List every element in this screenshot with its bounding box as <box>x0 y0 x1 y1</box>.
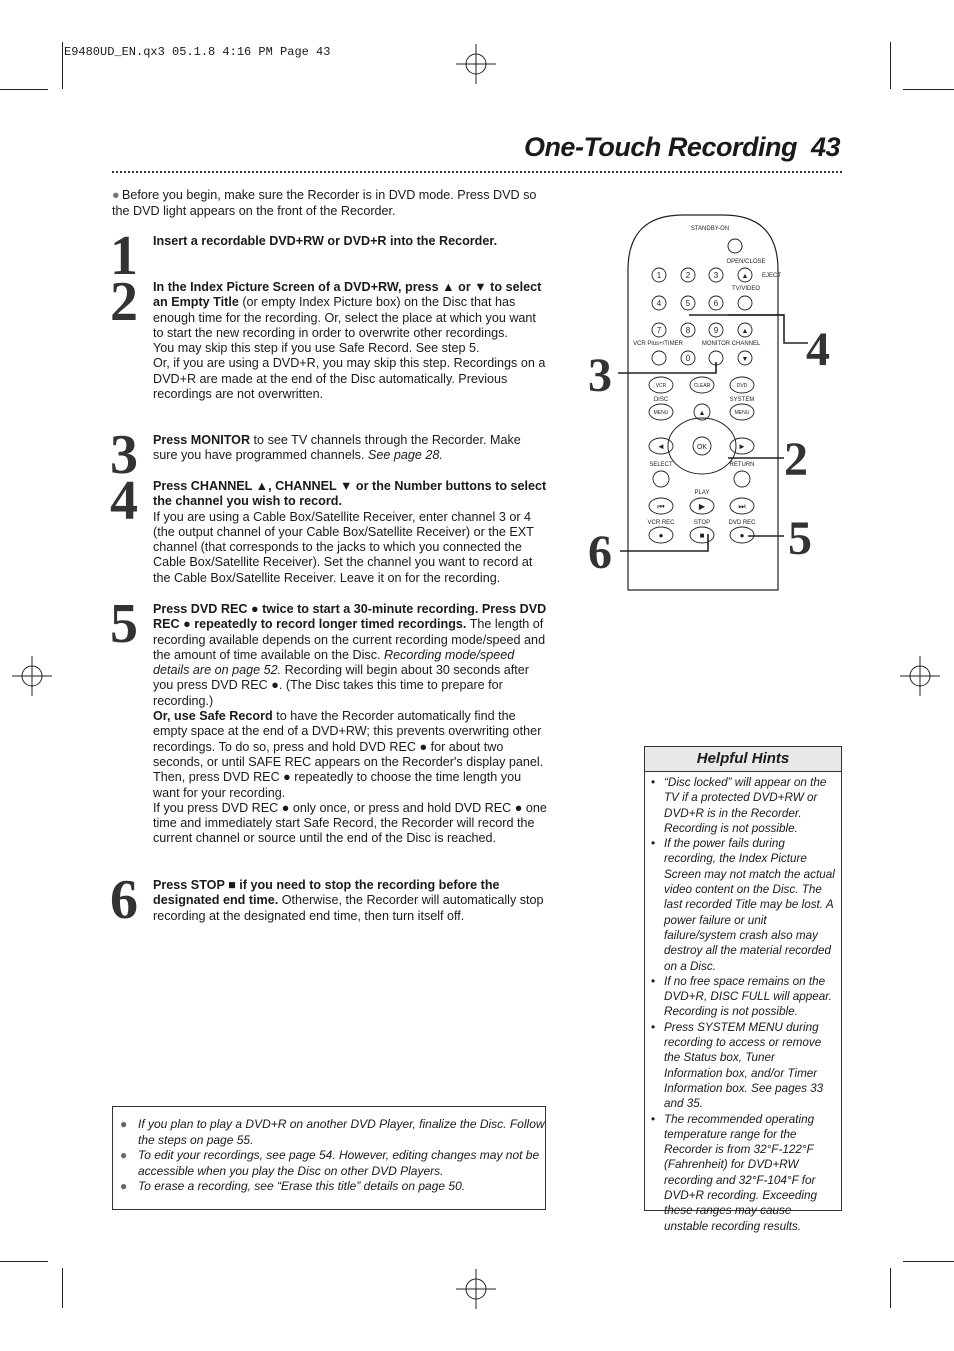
page-number: 43 <box>810 132 840 162</box>
digit-label: 0 <box>685 354 691 363</box>
crop-mark <box>62 1268 63 1308</box>
previous-icon: ⏮ <box>657 502 665 511</box>
digit-label: 5 <box>685 299 691 308</box>
callout-number: 6 <box>588 526 612 579</box>
bullet-icon: • <box>651 776 656 789</box>
helpful-hints-title: Helpful Hints <box>645 747 841 772</box>
select-label: SELECT <box>649 462 673 468</box>
remote-control-illustration <box>588 190 838 600</box>
vcr-rec-label: VCR REC <box>647 520 675 526</box>
select-button[interactable] <box>653 471 669 487</box>
dvd-rec-label: DVD REC <box>728 520 756 526</box>
digit-label: 6 <box>713 299 719 308</box>
dvd-label: DVD <box>736 383 748 389</box>
digit-label: 4 <box>656 299 662 308</box>
vcr-plus-timer-button[interactable] <box>652 351 666 365</box>
page-title-text: One-Touch Recording <box>523 132 797 162</box>
note-text: To edit your recordings, see page 54. However, editing changes may not be accessible when you play the Disc on other DVD Players. <box>138 1148 540 1178</box>
registration-mark <box>900 656 940 696</box>
note-item <box>113 1179 545 1195</box>
stop-icon: ■ <box>699 531 705 540</box>
crop-mark <box>0 89 48 90</box>
monitor-label: MONITOR <box>701 341 731 347</box>
step-text: Press CHANNEL ▲, CHANNEL ▼ or the Number buttons to select the channel you wish to record. If you are using a Cable Box/Satellite Receiver, enter channel 3 or 4 (the output channel of your Cable Box/Satellite Receiver) or the EXT channel (that corresponds to the jacks to which you connected the Cable Box/Satellite Receiver). Set the channel you want to record at the Cable Box/Satellite Receiver. Leave it on for the recording. <box>153 479 547 585</box>
step-number: 3 <box>110 424 138 486</box>
digit-label: 3 <box>713 271 719 280</box>
hint-item <box>653 775 835 836</box>
hint-item <box>653 1112 835 1234</box>
note-item <box>113 1148 545 1179</box>
note-text: To erase a recording, see “Erase this title” details on page 50. <box>138 1179 466 1193</box>
crop-mark <box>62 42 63 89</box>
step-text: Press STOP ■ if you need to stop the recording before the designated end time. Otherwise, the Recorder will automatically stop recording at the designated end time, then turn itself off. <box>153 878 544 923</box>
ok-label: OK <box>696 444 708 451</box>
return-label: RETURN <box>729 462 755 468</box>
return-button[interactable] <box>734 471 750 487</box>
crop-mark <box>890 1268 891 1308</box>
left-arrow-icon: ◄ <box>657 442 665 451</box>
vcr-rec-icon: ● <box>658 531 664 540</box>
callout-number: 3 <box>588 349 612 402</box>
registration-mark <box>456 44 496 84</box>
power-icon[interactable] <box>728 239 742 253</box>
callout-number: 2 <box>784 433 808 486</box>
crop-mark <box>890 42 891 89</box>
step-number: 5 <box>110 593 138 655</box>
up-arrow-icon: ▲ <box>698 410 706 417</box>
page-title <box>524 132 840 163</box>
hint-text: “Disc locked” will appear on the TV if a protected DVD+RW or DVD+R is in the Recorder. Recording is not possible. <box>664 776 827 835</box>
helpful-hints-list <box>645 772 841 1234</box>
registration-mark <box>12 656 52 696</box>
bullet-icon: ● <box>112 188 120 202</box>
step-text: Press DVD REC ● twice to start a 30-minute recording. Press DVD REC ● repeatedly to record longer timed recordings. The length of recording available depends on the current recording mode/speed and the amount of time available on the Disc. Recording mode/speed details are on page 52. Recording will begin about 30 seconds after you press DVD REC ●. (The Disc takes this time to prepare for recording.) Or, use Safe Record to have the Recorder automatically find the empty space at the end of a DVD+RW; this prevents overwriting other recordings. To do so, press and hold DVD REC ● for about two seconds, or until SAFE REC appears on the Recorder's display panel. Then, press DVD REC ● repeatedly to choose the time length you want for your recording. If you press DVD REC ● only once, or press and hold DVD REC ● one time and immediately start Safe Record, the Recorder will record the current channel or source until the end of the Disc is reached. <box>153 602 547 846</box>
eject-label: EJECT <box>762 273 782 279</box>
step-text: In the Index Picture Screen of a DVD+RW, press ▲ or ▼ to select an Empty Title (or empty Index Picture box) on the Disc that has enough time for the recording. Or, select the place at which you want to start the new recording in order to overwrite other recordings. You may skip this step if you use Safe Record. See step 5. Or, if you are using a DVD+R, you may skip this step. Recordings on a DVD+R are made at the end of the Disc automatically. Previous recordings are not overwritten. <box>153 280 546 402</box>
hint-text: Press SYSTEM MENU during recording to access or remove the Status box, Tuner Information box, and/or Timer Information box. See pages 33 and 35. <box>664 1020 824 1111</box>
bullet-icon: ● <box>120 1117 128 1131</box>
standby-label: STANDBY-ON <box>690 226 730 232</box>
notes-box <box>112 1106 546 1210</box>
system-label: SYSTEM <box>729 397 755 403</box>
print-slug: E9480UD_EN.qx3 05.1.8 4:16 PM Page 43 <box>64 45 331 59</box>
menu-label: MENU <box>653 410 669 416</box>
tv-video-label: TV/VIDEO <box>731 286 761 292</box>
note-item <box>113 1117 545 1148</box>
digit-label: 2 <box>685 271 691 280</box>
vcr-plus-label: VCR Plus+/TIMER <box>633 341 683 347</box>
step-number: 1 <box>110 225 138 287</box>
hint-item <box>653 836 835 974</box>
channel-label: CHANNEL <box>731 341 761 347</box>
step-number: 6 <box>110 869 138 931</box>
hint-text: The recommended operating temperature range for the Recorder is from 32°F-122°F (Fahrenheit) for DVD+RW recording and 32°F-104°F for DVD+R recording. Exceeding these ranges may cause unstable recording results. <box>664 1112 817 1233</box>
clear-label: CLEAR <box>693 383 711 389</box>
hint-text: If the power fails during recording, the Index Picture Screen may not match the actual video content on the Disc. The last recorded Title may be lost. A power failure or unit failure/system crash also may destroy all the material recorded on a Disc. <box>664 837 835 973</box>
play-icon: ▶ <box>698 502 706 511</box>
hint-item <box>653 1020 835 1112</box>
intro-paragraph <box>112 188 552 219</box>
crop-mark <box>903 1261 954 1262</box>
disc-label: DISC <box>653 397 669 403</box>
bullet-icon: • <box>651 1112 656 1126</box>
step-number: 4 <box>110 470 138 532</box>
bullet-icon: • <box>651 1020 656 1034</box>
bullet-icon: ● <box>120 1148 128 1162</box>
hint-text: If no free space remains on the DVD+R, DISC FULL will appear. Recording is not possible. <box>664 974 832 1019</box>
callout-number: 5 <box>788 512 812 565</box>
callout-number: 4 <box>806 323 830 376</box>
eject-icon: ▲ <box>741 273 749 280</box>
bullet-icon: • <box>651 837 656 851</box>
digit-label: 9 <box>713 326 719 335</box>
stop-label: STOP <box>693 520 711 526</box>
channel-up-icon: ▲ <box>741 328 749 335</box>
menu-label: MENU <box>734 410 750 416</box>
play-label: PLAY <box>694 490 710 496</box>
digit-label: 7 <box>656 326 662 335</box>
bullet-icon: • <box>651 974 656 988</box>
title-divider <box>112 171 842 173</box>
tv-video-button[interactable] <box>738 296 752 310</box>
step-number: 2 <box>110 271 138 333</box>
digit-label: 8 <box>685 326 691 335</box>
crop-mark <box>0 1261 48 1262</box>
right-arrow-icon: ► <box>738 442 746 451</box>
step-text: Insert a recordable DVD+RW or DVD+R into the Recorder. <box>153 234 498 248</box>
next-icon: ⏭ <box>738 502 746 511</box>
channel-down-icon: ▼ <box>741 356 749 363</box>
intro-text: Before you begin, make sure the Recorder is in DVD mode. Press DVD so the DVD light appears on the front of the Recorder. <box>112 188 537 218</box>
vcr-label: VCR <box>655 383 667 389</box>
open-close-label: OPEN/CLOSE <box>726 259 766 265</box>
step-text: Press MONITOR to see TV channels through the Recorder. Make sure you have programmed channels. See page 28. <box>153 433 521 463</box>
bullet-icon: ● <box>120 1179 128 1193</box>
dvd-rec-icon: ● <box>739 531 745 540</box>
hint-item <box>653 974 835 1020</box>
helpful-hints-box <box>644 746 842 1233</box>
note-text: If you plan to play a DVD+R on another DVD Player, finalize the Disc. Follow the steps on page 55. <box>138 1117 545 1147</box>
crop-mark <box>903 89 954 90</box>
digit-label: 1 <box>656 271 662 280</box>
registration-mark <box>456 1269 496 1309</box>
